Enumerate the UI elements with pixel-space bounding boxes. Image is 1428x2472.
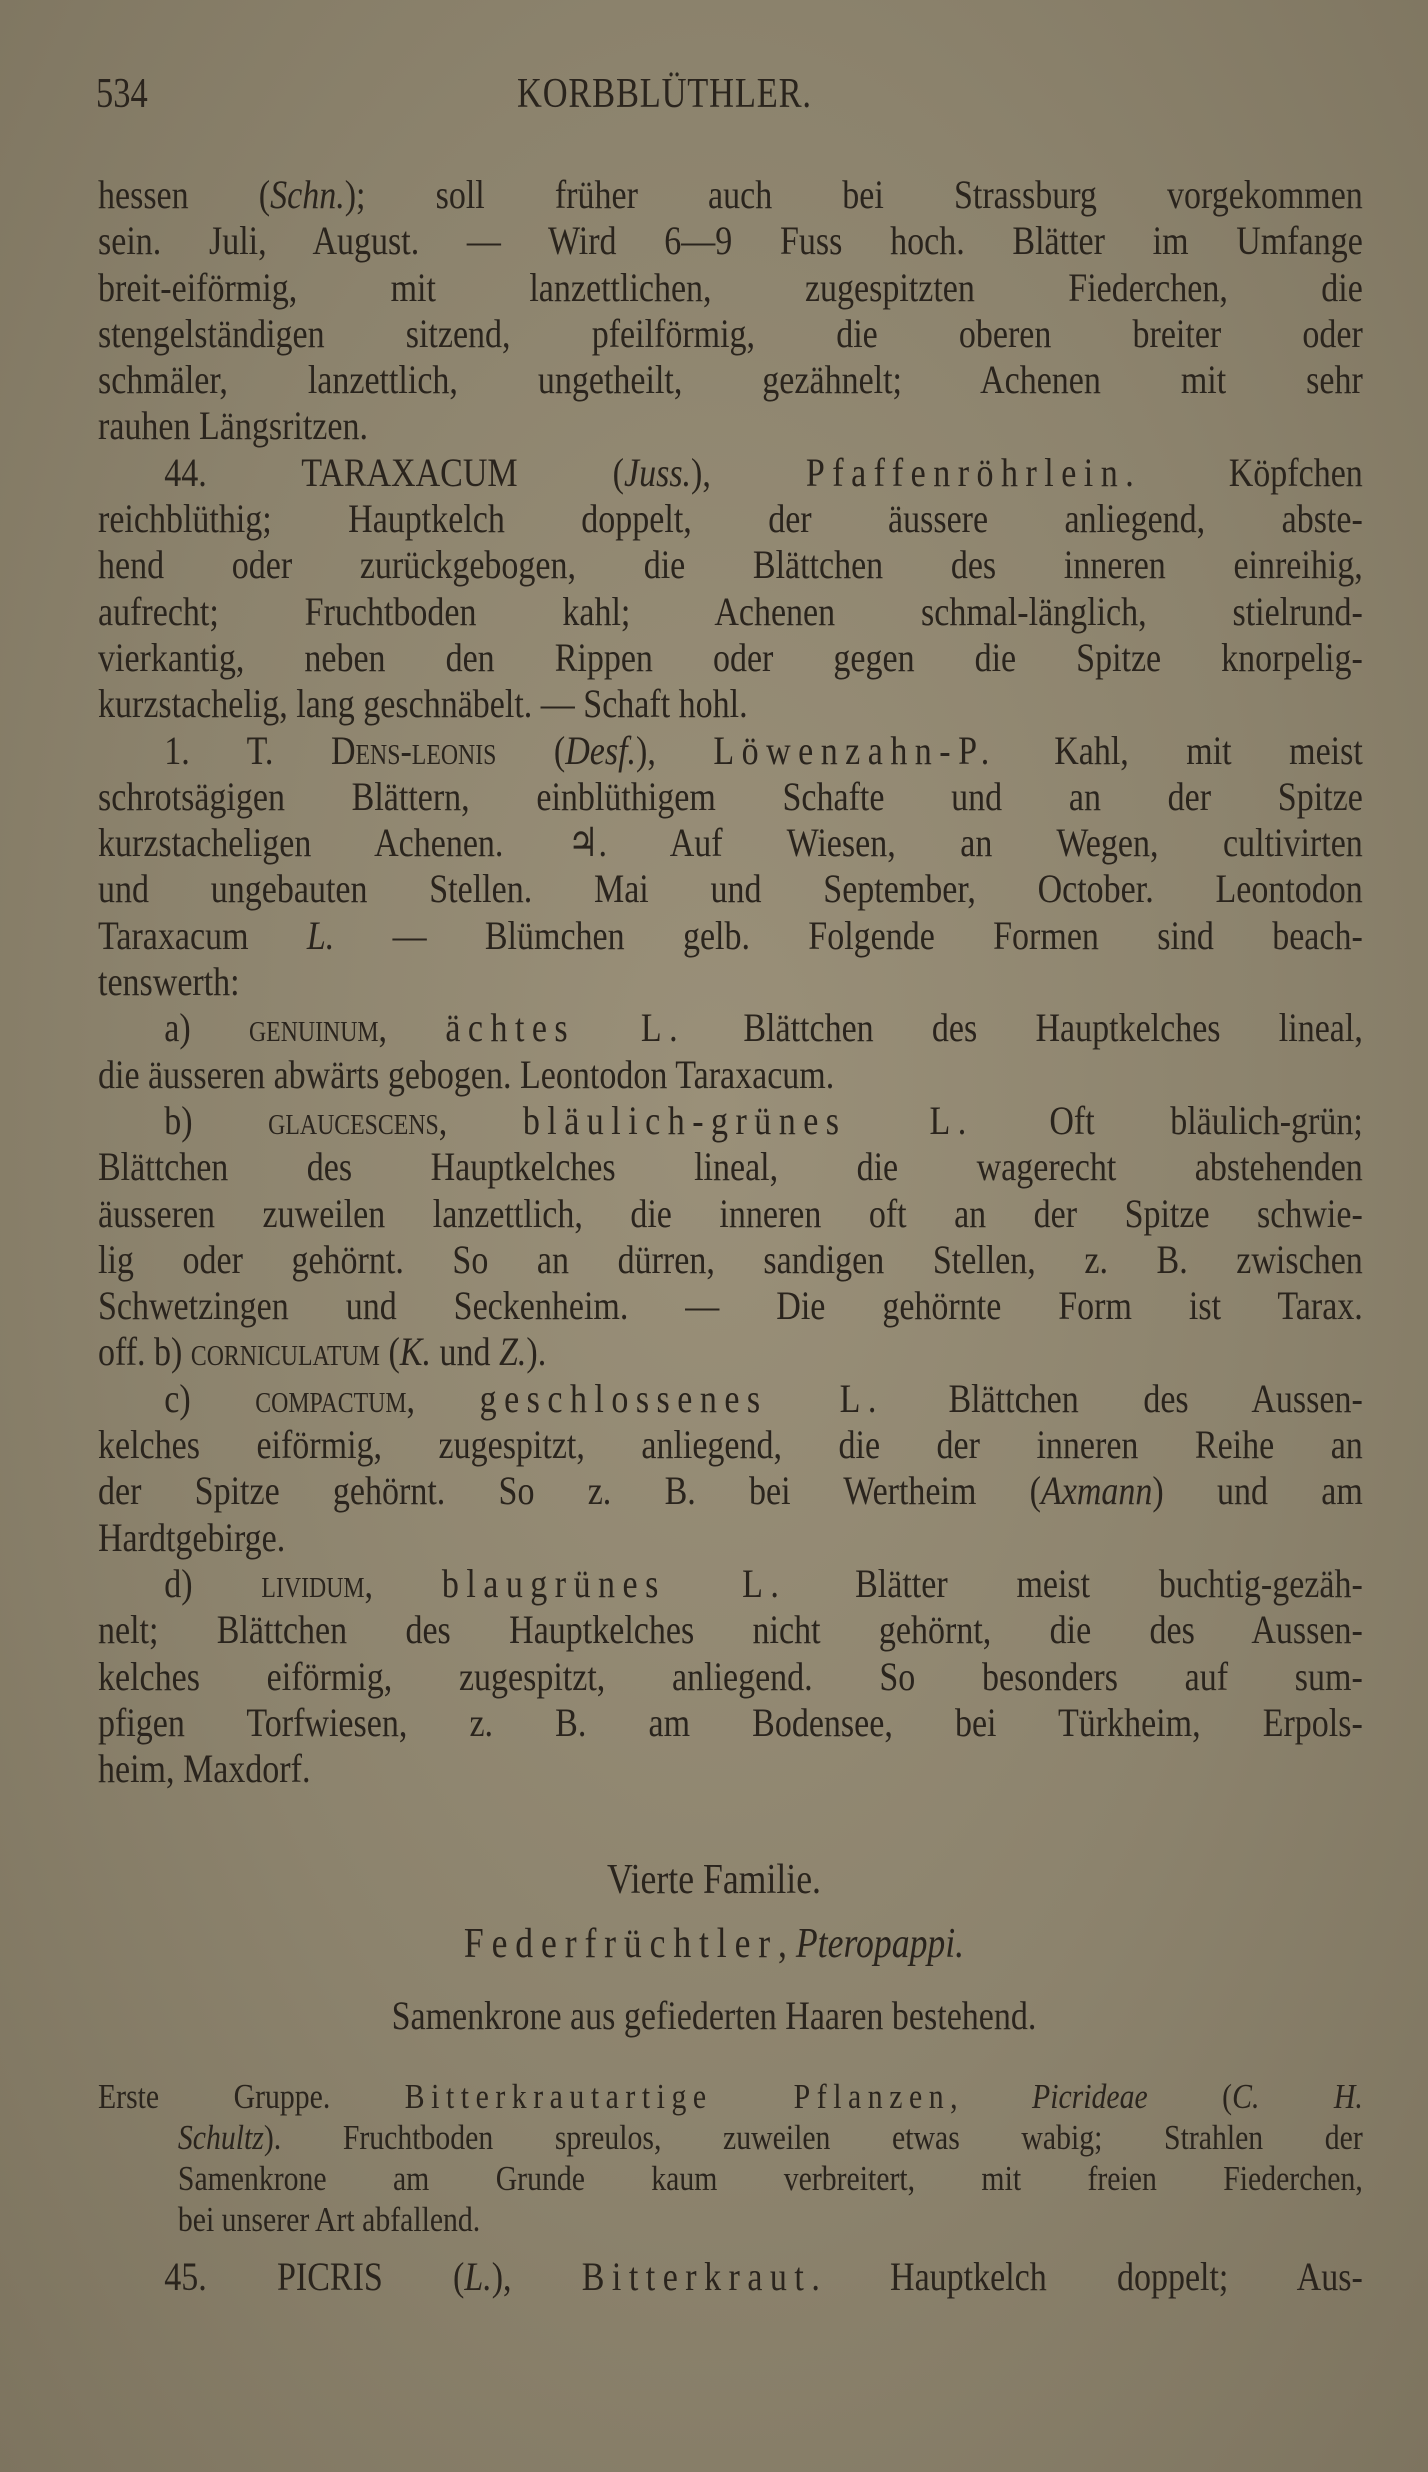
text-segment: ( (1147, 2077, 1233, 2116)
text-segment: Erste Gruppe. (98, 2077, 405, 2116)
text-segment: lig oder gehörnt. So an dürren, sandigen Stellen, z. B. zwischen (98, 1236, 1363, 1282)
text-segment: Hardtgebirge. (98, 1514, 286, 1560)
text-line (98, 1144, 1363, 1190)
smallcaps-text: Dens-leonis (330, 727, 497, 773)
text-segment: Blättchen des Hauptkelches lineal, die wagerecht abstehenden (98, 1144, 1363, 1190)
text-segment: Kahl, mit meist (996, 727, 1363, 773)
text-segment: schmäler, lanzettlich, ungetheilt, gezähnelt; Achenen mit sehr (98, 357, 1363, 403)
text-segment: vierkantig, neben den Rippen oder gegen die Spitze knorpelig- (98, 634, 1363, 680)
text-segment: Blätter meist buchtig-gezäh- (786, 1560, 1363, 1606)
main-text (98, 172, 1363, 1792)
text-segment: a) (164, 1005, 249, 1051)
text-segment: d) (164, 1560, 262, 1606)
text-line (98, 265, 1363, 311)
text-segment: ). (526, 1329, 547, 1375)
text-segment: hessen ( (98, 172, 271, 217)
text-line (98, 1052, 1363, 1098)
text-line (98, 913, 1363, 959)
family-name-latin: Pteropappi. (795, 1921, 965, 1967)
text-segment: und (430, 1329, 499, 1375)
text-segment: pfigen Torfwiesen, z. B. am Bodensee, bei Türkheim, Erpols- (98, 1699, 1363, 1745)
text-segment: 1. T. (164, 727, 331, 773)
spaced-text: bläulich-grünes L. (522, 1097, 974, 1143)
italic-text: Juss. (623, 449, 692, 495)
text-segment: Blättchen des Aussen- (883, 1375, 1363, 1421)
text-segment: stengelständigen sitzend, pfeilförmig, die oberen breiter oder (98, 310, 1363, 356)
text-segment: , (364, 1560, 442, 1606)
smallcaps-text: glaucescens (268, 1097, 439, 1143)
spaced-text: Bitterkraut (581, 2254, 812, 2299)
italic-text: Desf. (565, 727, 637, 773)
text-line (98, 311, 1363, 357)
text-line (98, 403, 1363, 449)
spaced-text: ächtes L. (445, 1005, 686, 1051)
text-segment: 45. PICRIS ( (164, 2254, 465, 2299)
text-segment: sein. Juli, August. — Wird 6—9 Fuss hoch. Blätter im Umfange (98, 218, 1363, 264)
smallcaps-text: genuinum (248, 1005, 379, 1051)
text-segment: kelches eiförmig, zugespitzt, anliegend. So besonders auf sum- (98, 1653, 1363, 1699)
italic-text: Z. (498, 1329, 527, 1375)
text-segment: kurzstacheligen Achenen. ♃. Auf Wiesen, an Wegen, cultivirten (98, 820, 1363, 866)
text-segment: der Spitze gehörnt. So z. B. bei Wertheim ( (98, 1468, 1041, 1514)
page-number: 534 (96, 71, 148, 117)
text-segment: Oft bläulich-grün; (973, 1097, 1363, 1143)
text-line (98, 218, 1363, 264)
text-segment: ), (491, 2254, 582, 2299)
text-line (98, 1561, 1363, 1607)
text-segment: ( (379, 1329, 400, 1375)
family-description: Samenkrone aus gefiederten Haaren bestehend. (391, 1993, 1037, 2038)
text-segment: nelt; Blättchen des Hauptkelches nicht gehörnt, die des Aussen- (98, 1607, 1363, 1653)
text-line (98, 1191, 1363, 1237)
text-line (98, 681, 1363, 727)
text-segment: ( (496, 727, 566, 773)
text-segment: heim, Maxdorf. (98, 1746, 311, 1792)
text-line (98, 357, 1363, 403)
text-line (98, 1237, 1363, 1283)
italic-text: Schultz (177, 2118, 264, 2157)
text-line (98, 1746, 1363, 1792)
spaced-text: geschlossenes L. (479, 1375, 884, 1421)
text-segment: . Köpfchen (1125, 449, 1363, 495)
text-segment: reichblüthig; Hauptkelch doppelt, der äussere anliegend, abste- (98, 496, 1363, 542)
italic-text: L. (306, 912, 335, 958)
text-segment: tenswerth: (98, 959, 240, 1005)
smallcaps-text: compactum (255, 1375, 407, 1421)
text-segment: Taraxacum (98, 912, 307, 958)
text-line (98, 2254, 1363, 2300)
italic-text: Schn. (270, 172, 345, 217)
text-line (98, 542, 1363, 588)
text-line (98, 728, 1363, 774)
text-segment: . Hauptkelch doppelt; Aus- (811, 2254, 1363, 2299)
text-segment: Blättchen des Hauptkelches lineal, (685, 1005, 1363, 1051)
spaced-text: blaugrünes L. (441, 1560, 787, 1606)
text-line (98, 172, 1363, 218)
text-line (98, 866, 1363, 912)
text-line (98, 1376, 1363, 1422)
text-line (98, 1422, 1363, 1468)
text-segment: äusseren zuweilen lanzettlich, die inneren oft an der Spitze schwie- (98, 1190, 1363, 1236)
text-line (98, 2199, 1363, 2240)
family-name-german: Federfrüchtler (463, 1921, 779, 1967)
italic-text: L. (464, 2254, 492, 2299)
text-line (98, 496, 1363, 542)
text-line (98, 1283, 1363, 1329)
text-line (98, 2158, 1363, 2199)
text-line (98, 1329, 1363, 1375)
italic-text: C. H. (1232, 2077, 1363, 2116)
text-segment: , (950, 2077, 1033, 2116)
running-title: KORBBLÜTHLER. (517, 71, 812, 117)
text-segment: ) und am (1152, 1468, 1363, 1514)
text-segment: , (438, 1097, 523, 1143)
text-segment: bei unserer Art abfallend. (177, 2200, 481, 2239)
spaced-text: Pfaffenröhrlein (805, 449, 1126, 495)
text-line (98, 774, 1363, 820)
text-segment: ), (636, 727, 714, 773)
text-segment: ). Fruchtboden spreulos, zuweilen etwas wabig; Strahlen der (263, 2118, 1363, 2157)
text-line (98, 1607, 1363, 1653)
text-line (98, 1005, 1363, 1051)
text-segment: , (378, 1005, 446, 1051)
text-segment: , (406, 1375, 480, 1421)
text-line (98, 589, 1363, 635)
text-segment: ); soll früher auch bei Strassburg vorgekommen (344, 172, 1363, 217)
text-segment: und ungebauten Stellen. Mai und September, October. Leontodon (98, 866, 1363, 912)
text-line (98, 450, 1363, 496)
text-line (98, 1468, 1363, 1514)
italic-text: Picrideae (1032, 2077, 1148, 2116)
spaced-text: Bitterkrautartige Pflanzen (404, 2077, 951, 2116)
text-segment: 44. TARAXACUM ( (164, 449, 624, 495)
text-segment: breit-eiförmig, mit lanzettlichen, zugespitzten Fiederchen, die (98, 264, 1363, 310)
text-segment: — Blümchen gelb. Folgende Formen sind beach- (334, 912, 1363, 958)
text-line (98, 635, 1363, 681)
text-segment: rauhen Längsritzen. (98, 403, 368, 449)
italic-text: Axmann (1040, 1468, 1153, 1514)
text-segment: schrotsägigen Blättern, einblüthigem Schafte und an der Spitze (98, 773, 1363, 819)
text-segment: Samenkrone am Grunde kaum verbreitert, mit freien Fiederchen, (177, 2159, 1363, 2198)
text-line (98, 1515, 1363, 1561)
text-segment: kelches eiförmig, zugespitzt, anliegend, die der inneren Reihe an (98, 1422, 1363, 1468)
text-line (98, 1098, 1363, 1144)
text-segment: b) (164, 1097, 269, 1143)
text-line (98, 1654, 1363, 1700)
text-segment: hend oder zurückgebogen, die Blättchen des inneren einreihig, (98, 542, 1363, 588)
text-line (98, 820, 1363, 866)
smallcaps-text: lividum (261, 1560, 365, 1606)
text-segment: Schwetzingen und Seckenheim. — Die gehörnte Form ist Tarax. (98, 1283, 1363, 1329)
spaced-text: Löwenzahn-P. (713, 727, 997, 773)
smallcaps-text: corniculatum (190, 1329, 380, 1375)
text-line (98, 2117, 1363, 2158)
genus-entry (98, 2254, 1363, 2300)
text-line (98, 1700, 1363, 1746)
text-line (98, 959, 1363, 1005)
text-segment: c) (164, 1375, 256, 1421)
text-segment: ), (691, 449, 806, 495)
italic-text: K. (399, 1329, 431, 1375)
group-description (98, 2076, 1363, 2240)
text-segment: off. b) (98, 1329, 191, 1375)
text-segment: aufrecht; Fruchtboden kahl; Achenen schmal-länglich, stielrund- (98, 588, 1363, 634)
text-segment: die äusseren abwärts gebogen. Leontodon Taraxacum. (98, 1051, 835, 1097)
family-name (107, 1920, 1321, 1968)
text-segment: kurzstachelig, lang geschnäbelt. — Schaft hohl. (98, 681, 748, 727)
text-line (98, 2076, 1363, 2117)
family-heading: Vierte Familie. (607, 1857, 821, 1903)
family-name-separator: , (778, 1921, 796, 1967)
